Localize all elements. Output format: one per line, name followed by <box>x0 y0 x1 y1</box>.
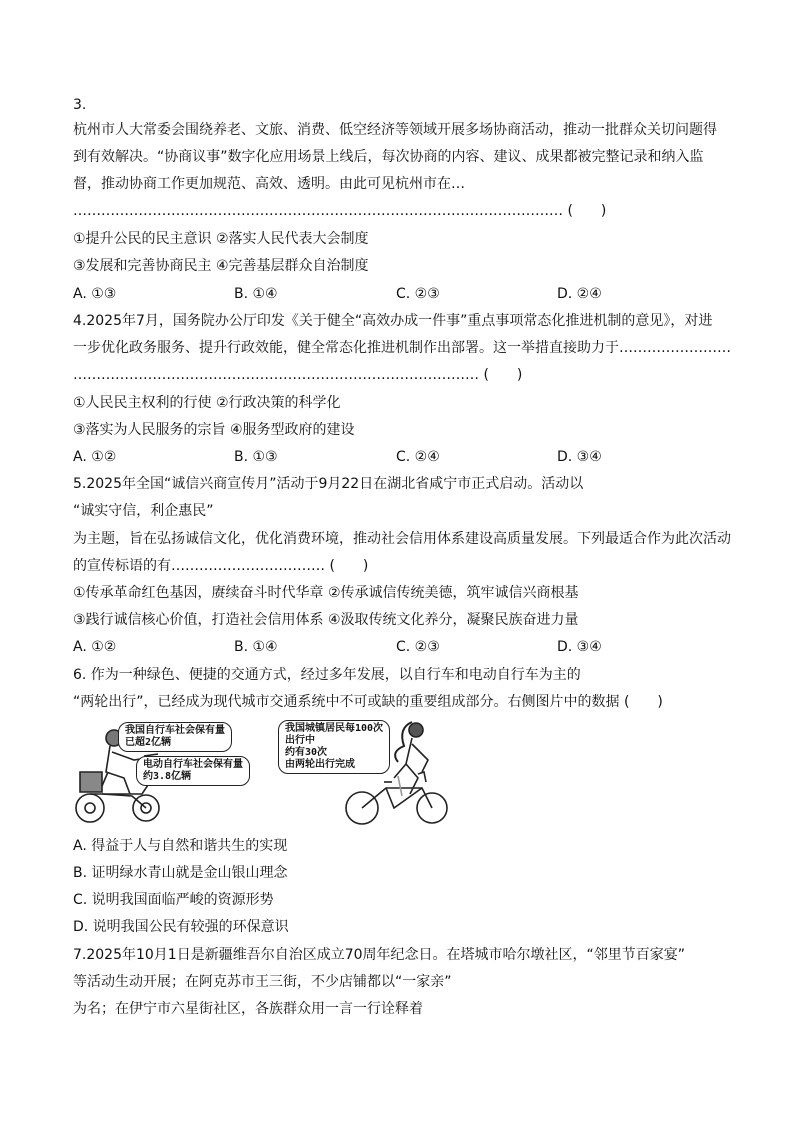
bubble1-line-2: 已超2亿辆 <box>125 737 172 748</box>
q4-stem-line-1: 4.2025年7月，国务院办公厅印发《关于健全“高效办成一件事”重点事项常态化推进机制的意见》，对进 <box>73 313 713 329</box>
q3-stem-line-1: 杭州市人大常委会围绕养老、文旅、消费、低空经济等领域开展多场协商活动，推动一批群众关切问题得 <box>73 122 717 138</box>
e-bike-count-bubble <box>136 756 250 786</box>
q5-stem-line-4: 的宣传标语的有…………………………… ( ) <box>73 558 369 574</box>
q3-item-line-2: ③发展和完善协商民主 ④完善基层群众自治制度 <box>73 258 369 274</box>
bicycle-count-bubble <box>118 722 232 752</box>
bubble3-line-3: 约有30次 <box>285 747 328 758</box>
q6-option-c[interactable]: C. 说明我国面临严峻的资源形势 <box>73 892 274 908</box>
q4-option-c[interactable]: C. ②④ <box>396 449 440 465</box>
q7-stem-line-2: 等活动生动开展；在阿克苏市王三街，不少店铺都以“一家亲” <box>73 974 452 990</box>
q4-item-line-2: ③落实为人民服务的宗旨 ④服务型政府的建设 <box>73 422 355 438</box>
q6-option-a[interactable]: A. 得益于人与自然和谐共生的实现 <box>73 838 288 854</box>
q4-option-d[interactable]: D. ③④ <box>557 449 602 465</box>
bubble1-line-1: 我国自行车社会保有量 <box>125 725 225 736</box>
q5-item-line-1: ①传承革命红色基因，赓续奋斗时代华章 ②传承诚信传统美德，筑牢诚信兴商根基 <box>73 585 579 601</box>
q4-item-line-1: ①人民民主权利的行使 ②行政决策的科学化 <box>73 395 341 411</box>
q5-item-line-2: ③践行诚信核心价值，打造社会信用体系 ④汲取传统文化养分，凝聚民族奋进力量 <box>73 612 579 628</box>
two-wheel-share-bubble <box>278 720 390 774</box>
q7-stem-line-1: 7.2025年10月1日是新疆维吾尔自治区成立70周年纪念日。在塔城市哈尔墩社区，“邻里节百家宴” <box>73 947 686 963</box>
q3-stem-line-2: 到有效解决。“协商议事”数字化应用场景上线后，每次协商的内容、建议、成果都被完整记录和纳入监 <box>73 149 704 165</box>
q6-stem-line-2: “两轮出行”，已经成为现代城市交通系统中不可或缺的重要组成部分。右侧图片中的数据 ( ) <box>73 694 663 710</box>
q5-option-c[interactable]: C. ②③ <box>396 639 440 655</box>
q3-option-c[interactable]: C. ②③ <box>396 286 440 302</box>
bubble3-line-1: 我国城镇居民每100次 <box>285 723 384 734</box>
q4-option-b[interactable]: B. ①③ <box>234 449 278 465</box>
q3-option-d[interactable]: D. ②④ <box>557 286 602 302</box>
bubble2-line-2: 约3.8亿辆 <box>143 771 192 782</box>
q5-stem-line-3: 为主题，旨在弘扬诚信文化，优化消费环境，推动社会信用体系建设高质量发展。下列最适合作为此次活动 <box>73 531 731 547</box>
q3-answer-blank: …………………………………………………………………………………………… ( ) <box>73 203 607 219</box>
q3-stem-line-3: 督，推动协商工作更加规范、高效、透明。由此可见杭州市在… <box>73 176 465 192</box>
q6-stem-line-1: 6. 作为一种绿色、便捷的交通方式，经过多年发展，以自行车和电动自行车为主的 <box>73 667 581 683</box>
q7-stem-line-3: 为名；在伊宁市六星街社区，各族群众用一言一行诠释着 <box>73 1001 423 1017</box>
q5-stem-line-2: “诚实守信，利企惠民” <box>73 503 214 519</box>
bubble3-line-2: 出行中 <box>285 735 315 746</box>
q3-option-a[interactable]: A. ①③ <box>73 286 117 302</box>
q6-option-b[interactable]: B. 证明绿水青山就是金山银山理念 <box>73 865 288 881</box>
q5-option-a[interactable]: A. ①② <box>73 639 117 655</box>
q3-number: 3. <box>73 97 87 113</box>
q3-item-line-1: ①提升公民的民主意识 ②落实人民代表大会制度 <box>73 231 369 247</box>
q5-stem-line-1: 5.2025年全国“诚信兴商宣传月”活动于9月22日在湖北省咸宁市正式启动。活动以 <box>73 476 584 492</box>
q6-option-d[interactable]: D. 说明我国公民有较强的环保意识 <box>73 919 289 935</box>
bubble3-line-4: 由两轮出行完成 <box>285 759 355 770</box>
q3-option-b[interactable]: B. ①④ <box>234 286 278 302</box>
two-wheel-travel-figure <box>72 716 452 828</box>
q5-option-d[interactable]: D. ③④ <box>557 639 602 655</box>
q4-option-a[interactable]: A. ①② <box>73 449 117 465</box>
q4-stem-line-3: …………………………………………………………………………… ( ) <box>73 367 523 383</box>
q5-option-b[interactable]: B. ①④ <box>234 639 278 655</box>
q4-stem-line-2: 一步优化政务服务、提升行政效能，健全常态化推进机制作出部署。这一举措直接助力于…………………… <box>73 340 731 356</box>
bubble2-line-1: 电动自行车社会保有量 <box>143 759 243 770</box>
